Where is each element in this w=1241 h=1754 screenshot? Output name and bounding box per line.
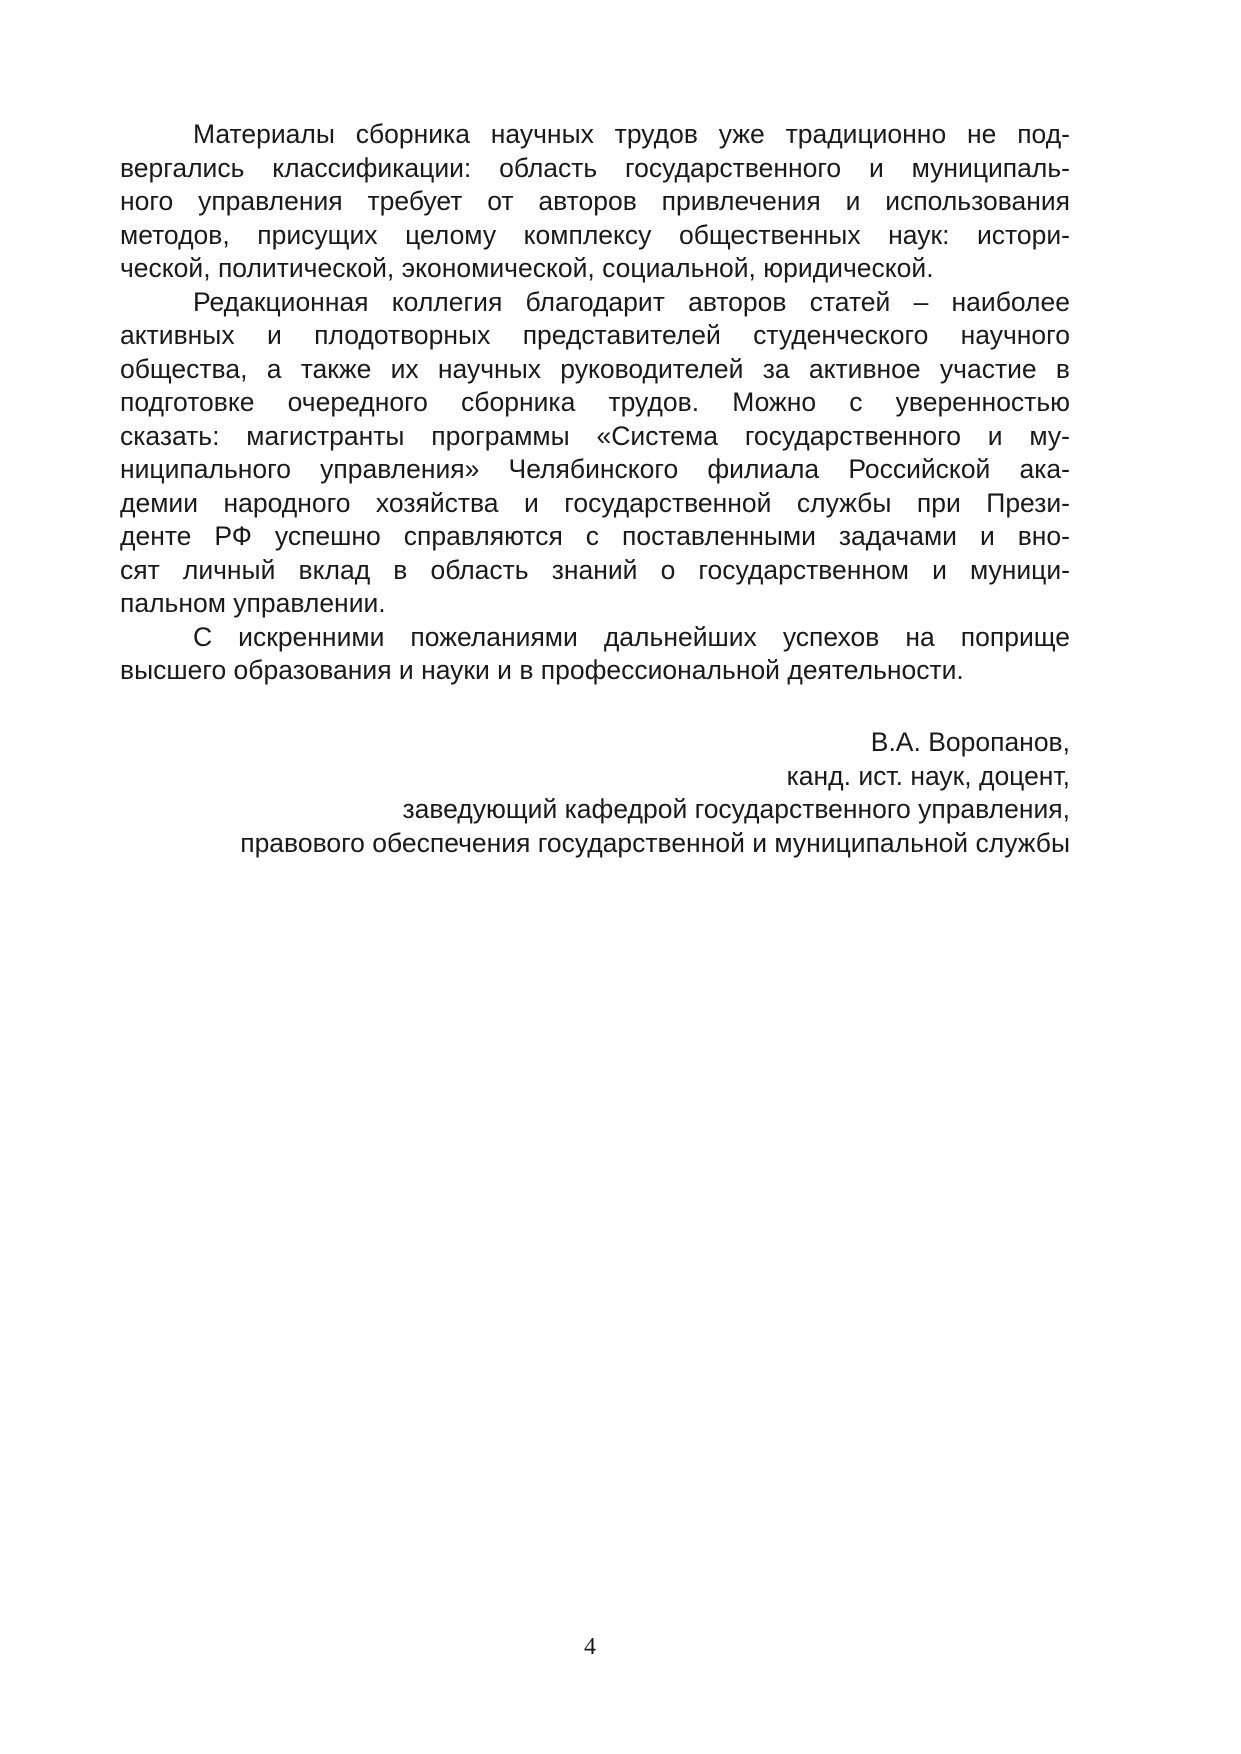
signature-name: В.А. Воропанов, xyxy=(870,727,1070,757)
paragraph-2-line-5: сказать: магистранты программы «Система государственного и му- xyxy=(120,420,1070,451)
paragraph-3-line-1: С искренними пожеланиями дальнейших успехов на поприще xyxy=(193,621,1070,652)
paragraph-1-line-4: методов, присущих целому комплексу общественных наук: истори- xyxy=(120,219,1070,250)
paragraph-2-line-4: подготовке очередного сборника трудов. Можно с уверенностью xyxy=(120,387,1070,417)
signature-position-line-2: правового обеспечения государственной и муниципальной службы xyxy=(240,827,1070,858)
paragraph-1-line-3: ного управления требует от авторов привлечения и использования xyxy=(120,186,1070,216)
body-text xyxy=(120,118,1070,688)
paragraph-2-line-7: демии народного хозяйства и государственной службы при Прези- xyxy=(120,487,1070,518)
page-number: 4 xyxy=(584,1634,596,1660)
paragraph-1-line-2: вергались классификации: область государственного и муниципаль- xyxy=(120,152,1070,183)
paragraph-2-line-2: активных и плодотворных представителей студенческого научного xyxy=(120,320,1070,350)
paragraph-2-line-1: Редакционная коллегия благодарит авторов статей – наиболее xyxy=(193,286,1070,317)
signature-degree: канд. ист. наук, доцент, xyxy=(786,760,1070,791)
paragraph-3-line-2: высшего образования и науки и в профессиональной деятельности. xyxy=(120,655,964,685)
paragraph-1-line-5: ческой, политической, экономической, социальной, юридической. xyxy=(120,253,934,283)
paragraph-2-line-3: общества, а также их научных руководителей за активное участие в xyxy=(120,353,1070,384)
paragraph-2-line-8: денте РФ успешно справляются с поставленными задачами и вно- xyxy=(120,521,1070,551)
paragraph-2-line-9: сят личный вклад в область знаний о государственном и муници- xyxy=(120,554,1070,585)
paragraph-2-line-10: пальном управлении. xyxy=(120,588,386,618)
paragraph-1-line-1: Материалы сборника научных трудов уже традиционно не под- xyxy=(193,119,1070,149)
signature-block xyxy=(120,726,1070,860)
paragraph-2-line-6: ниципального управления» Челябинского филиала Российской ака- xyxy=(120,454,1070,484)
signature-position-line-1: заведующий кафедрой государственного управления, xyxy=(402,794,1070,824)
